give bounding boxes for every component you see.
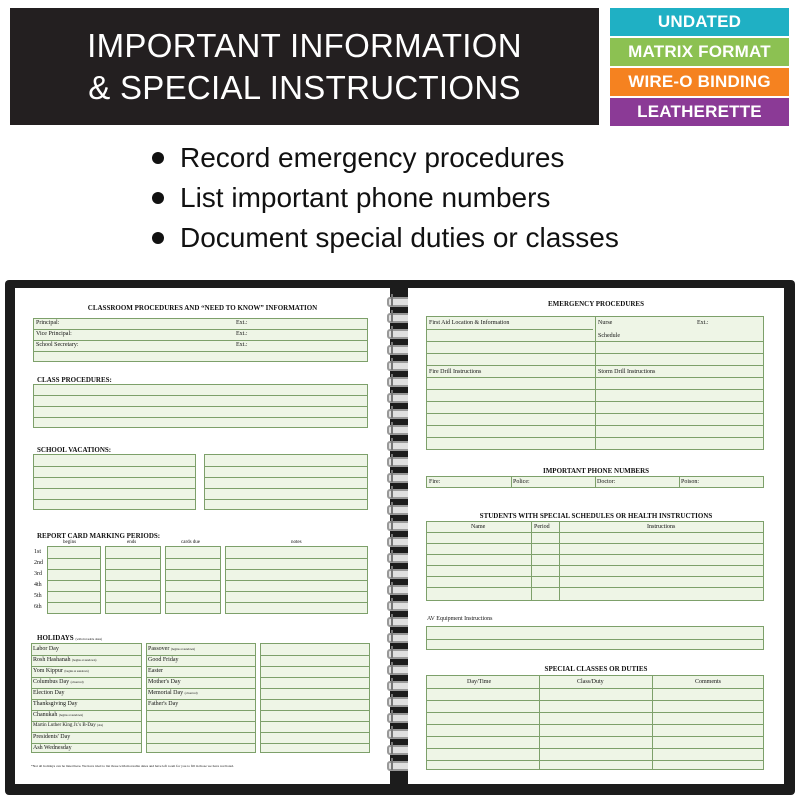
holidays-note: (with moveable dates)	[75, 637, 103, 641]
period-label: 3rd	[34, 571, 42, 577]
phone-box	[426, 476, 764, 488]
vice-principal-label: Vice Principal:	[36, 331, 72, 337]
school-secretary-label: School Secretary:	[36, 342, 79, 348]
av-label: AV Equipment Instructions	[427, 616, 493, 622]
right-page	[408, 288, 784, 784]
holiday-item: Ash Wednesday	[33, 745, 72, 751]
poison-phone-label: Poison:	[681, 479, 700, 485]
storm-drill-label: Storm Drill Instructions	[598, 369, 656, 375]
students-table	[426, 521, 764, 601]
bullet-item: Record emergency procedures	[148, 138, 619, 178]
holiday-item: Presidents' Day	[33, 734, 71, 740]
holiday-item: Passover (begins at sundown)	[148, 646, 196, 652]
fire-drill-label: Fire Drill Instructions	[429, 369, 482, 375]
col-notes: notes	[291, 540, 302, 545]
holidays-col-2	[146, 643, 256, 753]
students-col-period: Period	[534, 524, 550, 530]
vacations-box-right	[204, 454, 368, 510]
holiday-item: Good Friday	[148, 657, 179, 663]
students-col-name: Name	[471, 524, 486, 530]
special-col-comments: Comments	[695, 679, 722, 685]
emergency-title: EMERGENCY PROCEDURES	[548, 300, 644, 308]
col-cards-due: cards due	[181, 540, 201, 545]
holiday-item: Martin Luther King Jr.'s B-Day (obs)	[33, 723, 104, 728]
class-procedures-box	[33, 384, 368, 428]
holiday-item: Columbus Day (observed)	[33, 679, 84, 685]
phone-title: IMPORTANT PHONE NUMBERS	[542, 467, 650, 475]
report-card-grid	[33, 546, 368, 614]
ext-label: Ext.:	[236, 320, 248, 326]
tag-leatherette-cover: LEATHERETTE COVER	[610, 98, 789, 126]
nurse-label: Nurse	[598, 320, 613, 326]
holiday-item: Labor Day	[33, 646, 59, 652]
emergency-box	[426, 316, 764, 450]
av-box	[426, 626, 764, 650]
holiday-item: Yom Kippur (begins at sundown)	[33, 668, 89, 674]
principal-label: Principal:	[36, 320, 60, 326]
first-aid-label: First Aid Location & Information	[429, 320, 510, 326]
holidays-col-3	[260, 643, 370, 753]
holiday-item: Father's Day	[148, 701, 179, 707]
headline-banner	[10, 8, 599, 125]
holiday-item: Easter	[148, 668, 163, 674]
headline-line-2: & SPECIAL INSTRUCTIONS	[88, 69, 521, 106]
ext-label: Ext.:	[697, 320, 709, 326]
fire-phone-label: Fire:	[429, 479, 441, 485]
holiday-item: Chanukah (begins at sundown)	[33, 712, 84, 718]
special-col-class-duty: Class/Duty	[577, 679, 604, 685]
tag-undated: UNDATED	[610, 8, 789, 36]
tag-wire-o-binding: WIRE-O BINDING	[610, 68, 789, 96]
headline-line-1: IMPORTANT INFORMATION	[87, 27, 522, 64]
ext-label: Ext.:	[236, 331, 248, 337]
staff-box	[33, 318, 368, 362]
period-label: 5th	[34, 593, 42, 599]
col-ends: ends	[127, 540, 137, 545]
left-page-title: CLASSROOM PROCEDURES AND “NEED TO KNOW” INFORMATION	[87, 304, 318, 312]
holidays-col-1	[31, 643, 142, 753]
footnote: *Not all holidays can be listed here. We have tried to list those with moveable dates and have left room for you to fill in those we have not listed.	[31, 764, 234, 768]
police-phone-label: Police:	[513, 479, 530, 485]
col-begins: begins	[63, 540, 77, 545]
vacations-box-left	[33, 454, 196, 510]
special-col-day-time: Day/Time	[467, 679, 492, 685]
class-procedures-label: CLASS PROCEDURES:	[37, 376, 112, 384]
report-card-label: REPORT CARD MARKING PERIODS:	[37, 532, 161, 540]
tag-matrix-format: MATRIX FORMAT	[610, 38, 789, 66]
left-page	[15, 288, 390, 784]
holidays-title: HOLIDAYS	[37, 634, 74, 642]
bullet-item: List important phone numbers	[148, 178, 619, 218]
special-title: SPECIAL CLASSES OR DUTIES	[544, 665, 648, 673]
period-label: 4th	[34, 582, 42, 588]
bullet-item: Document special duties or classes	[148, 218, 619, 258]
students-col-instructions: Instructions	[647, 524, 676, 530]
students-title: STUDENTS WITH SPECIAL SCHEDULES OR HEALTH INSTRUCTIONS	[479, 512, 713, 520]
feature-bullets	[148, 138, 619, 258]
holiday-item: Memorial Day (observed)	[148, 690, 198, 696]
schedule-label: Schedule	[598, 333, 620, 339]
holiday-item: Election Day	[33, 690, 65, 696]
holiday-item: Thanksgiving Day	[33, 701, 78, 707]
period-label: 2nd	[34, 560, 43, 566]
holiday-item: Mother's Day	[148, 679, 181, 685]
holidays-label	[37, 634, 102, 642]
ext-label: Ext.:	[236, 342, 248, 348]
doctor-phone-label: Doctor:	[597, 479, 616, 485]
holiday-item: Rosh Hashanah (begins at sundown)	[33, 657, 97, 663]
period-label: 6th	[34, 604, 42, 610]
period-label: 1st	[34, 549, 42, 555]
school-vacations-label: SCHOOL VACATIONS:	[37, 446, 112, 454]
special-table	[426, 675, 764, 770]
